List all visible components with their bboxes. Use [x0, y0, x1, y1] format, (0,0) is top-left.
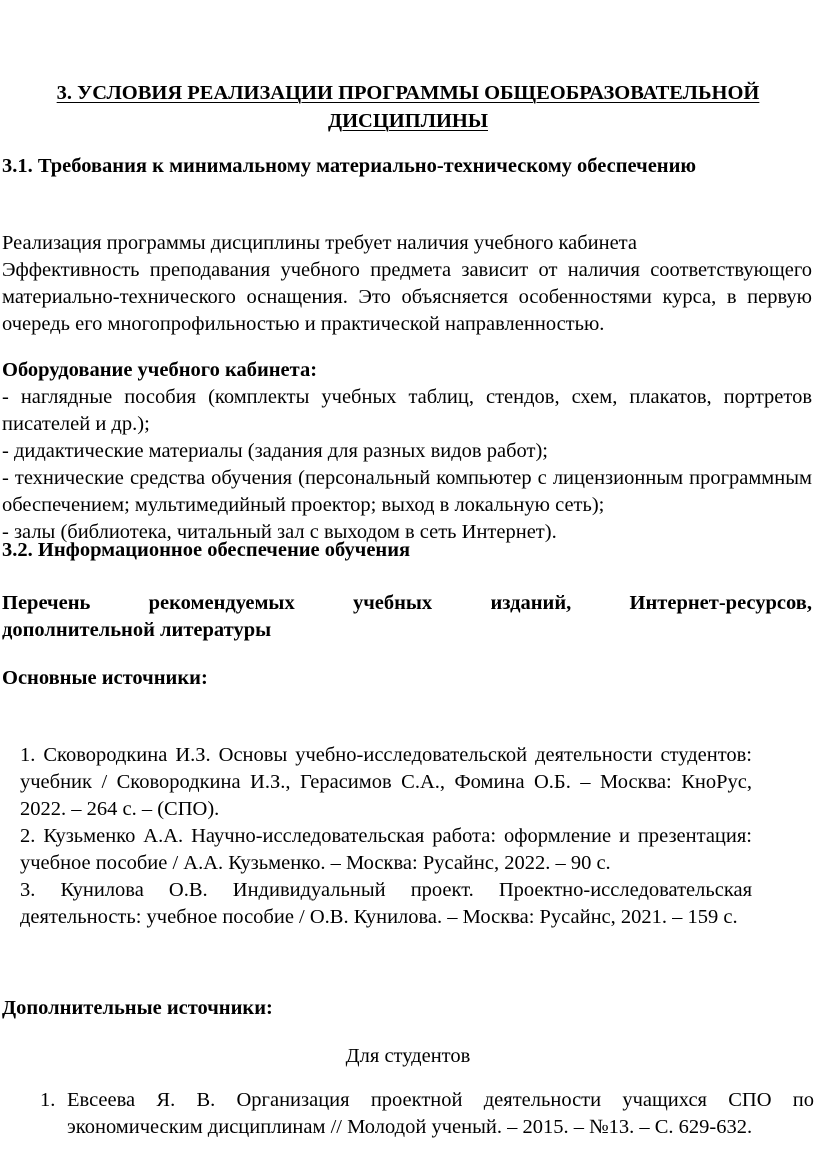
heading-word: Перечень [2, 592, 91, 614]
equipment-item: - технические средства обучения (персональный компьютер с лицензионным программным обеспечением; мультимедийный проектор; выход в локальную сеть); [2, 467, 812, 516]
main-source-text: Кунилова О.В. Индивидуальный проект. Проектно-исследовательская деятельность: учебное пособие / О.В. Кунилова. – Москва: Русайнс, 2021. – 159 с. [20, 879, 753, 928]
intro-paragraph: Эффективность преподавания учебного предмета зависит от наличия соответствующего материально-технического оснащения. Это объясняется особенностями курса, в первую очередь его многопрофильностью и практической направленностью. [2, 259, 812, 335]
recommended-list-heading [2, 590, 812, 644]
recommended-list-heading-line1 [2, 590, 812, 617]
main-source-item [20, 823, 752, 877]
additional-sources-heading: Дополнительные источники: [2, 997, 273, 1019]
equipment-list [2, 384, 812, 546]
equipment-item: - дидактические материалы (задания для разных видов работ); [2, 440, 548, 462]
recommended-list-heading-line2: дополнительной литературы [2, 619, 272, 641]
main-source-number: 3. [20, 879, 36, 901]
main-source-text: Кузьменко А.А. Научно-исследовательская работа: оформление и презентация: учебное пособие / А.А. Кузьменко. – Москва: Русайнс, 2022. – 90 с. [20, 825, 752, 874]
heading-word: учебных [352, 592, 433, 614]
subsection-3-2-heading: 3.2. Информационное обеспечение обучения [2, 539, 411, 561]
subsection-3-1-heading: 3.1. Требования к минимальному материально-техническому обеспечению [2, 155, 697, 177]
heading-word: изданий, [490, 592, 572, 614]
main-source-number: 2. [20, 825, 36, 847]
main-source-item [20, 742, 752, 823]
main-source-text: Сковородкина И.З. Основы учебно-исследовательской деятельности студентов: учебник / Сковородкина И.З., Герасимов С.А., Фомина О.Б. – Москва: КноРус, 2022. – 264 с. – (СПО). [20, 744, 753, 820]
additional-source-item [40, 1087, 814, 1141]
additional-source-text: Евсеева Я. В. Организация проектной деятельности учащихся СПО по экономическим дисциплинам // Молодой ученый. – 2015. – №13. – С. 629-632. [67, 1089, 814, 1138]
intro-line: Реализация программы дисциплины требует наличия учебного кабинета [2, 232, 637, 254]
main-sources-list [20, 742, 752, 931]
main-sources-heading: Основные источники: [2, 667, 208, 689]
additional-source-number: 1. [40, 1089, 56, 1111]
for-students-label: Для студентов [345, 1045, 471, 1067]
heading-word: рекомендуемых [148, 592, 295, 614]
equipment-heading: Оборудование учебного кабинета: [2, 359, 318, 381]
section-title-line1: 3. УСЛОВИЯ РЕАЛИЗАЦИИ ПРОГРАММЫ ОБЩЕОБРАЗОВАТЕЛЬНОЙ [56, 82, 760, 104]
section-title [0, 80, 816, 135]
equipment-item: - наглядные пособия (комплекты учебных таблиц, стендов, схем, плакатов, портретов писателей и др.); [2, 386, 812, 435]
main-source-item [20, 877, 752, 931]
additional-sources-list [40, 1087, 814, 1141]
main-source-number: 1. [20, 744, 36, 766]
section-title-line2: ДИСЦИПЛИНЫ [328, 110, 488, 132]
heading-word: Интернет-ресурсов, [629, 592, 812, 614]
equipment-item: - залы (библиотека, читальный зал с выходом в сеть Интернет). [2, 521, 557, 543]
